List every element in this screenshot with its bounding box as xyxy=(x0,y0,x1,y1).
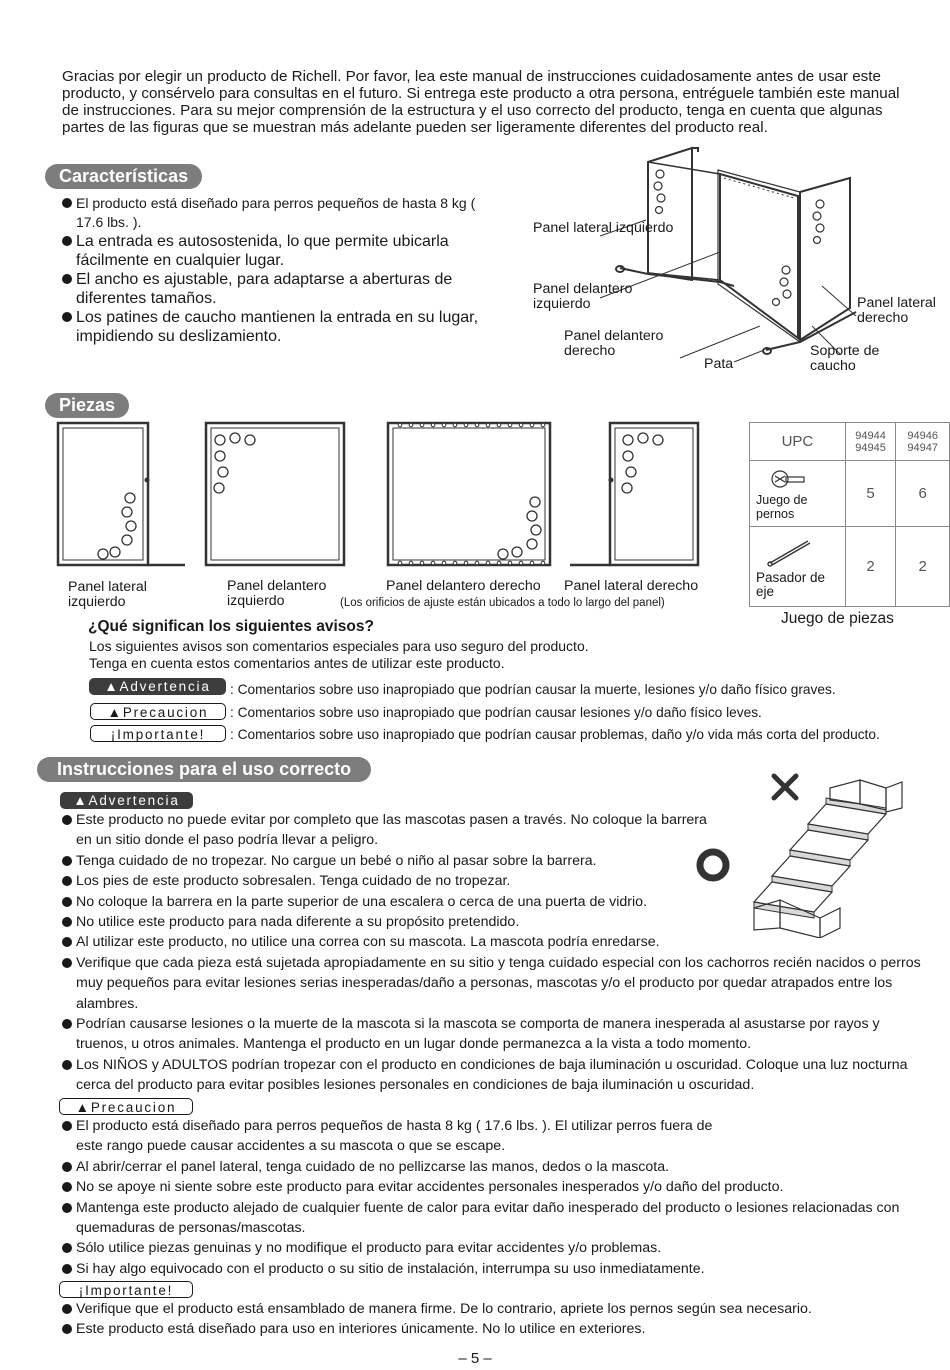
caution-triangle-icon: ▲ xyxy=(107,705,123,720)
warning-item: Los NIÑOS y ADULTOS podrían tropezar con el producto en condiciones de baja iluminación u oscuridad. Coloque una luz nocturna cerca del producto para evitar posibles lesiones personales en condiciones de baja iluminación u oscuridad. xyxy=(62,1055,922,1096)
upc-label: UPC xyxy=(750,423,846,461)
notices-line-1: Los siguientes avisos son comentarios especiales para uso seguro del producto. xyxy=(89,638,589,654)
legend-caution-badge: ▲Precaucion xyxy=(90,703,226,720)
axle-pin-cell xyxy=(750,527,846,607)
important-list xyxy=(62,1299,922,1340)
caution-item: No se apoye ni siente sobre este producto para evitar accidentes personales inesperados y/o daño del producto. xyxy=(62,1177,922,1197)
warning-item: Tenga cuidado de no tropezar. No cargue un bebé o niño al pasar sobre la barrera. xyxy=(62,851,922,871)
upc-column-2: 94946 94947 xyxy=(896,423,950,461)
label-rubber-support: Soporte de caucho xyxy=(810,343,880,374)
label-right-side-panel: Panel lateral derecho xyxy=(857,295,936,326)
bolt-qty-2: 6 xyxy=(896,461,950,527)
feature-item: El ancho es ajustable, para adaptarse a aberturas de diferentes tamaños. xyxy=(62,270,482,308)
caution-item: Mantenga este producto alejado de cualquier fuente de calor para evitar daño inesperado del producto o lesiones relacionadas con quemaduras de personas/mascotas. xyxy=(62,1198,922,1239)
feature-item: La entrada es autosostenida, lo que permite ubicarla fácilmente en cualquier lugar. xyxy=(62,232,482,270)
label-right-front-panel: Panel delantero derecho xyxy=(564,328,664,359)
axle-qty-2: 2 xyxy=(896,527,950,607)
legend-important-desc: : Comentarios sobre uso inapropiado que podrían causar problemas, daño y/o vida más corta del producto. xyxy=(230,727,880,742)
warning-item: Al utilizar este producto, no utilice una correa con su mascota. La mascota podría enredarse. xyxy=(62,932,922,952)
parts-set-caption: Juego de piezas xyxy=(781,610,894,627)
legend-important-badge: ¡Importante! xyxy=(90,725,226,742)
label-left-front-panel: Panel delantero izquierdo xyxy=(533,281,633,312)
instructions-important-badge: ¡Importante! xyxy=(59,1281,193,1298)
important-item: Verifique que el producto está ensamblado de manera firme. De lo contrario, apriete los pernos según sea necesario. xyxy=(62,1299,922,1319)
parts-illustration xyxy=(55,420,715,580)
intro-paragraph: Gracias por elegir un producto de Richell. Por favor, lea este manual de instrucciones cuidadosamente antes de usar este producto, y consérvelo para consultas en el futuro. Si entrega este producto a otra persona, entréguele también este manual de instrucciones. Para su mejor comprensión de la estructura y el uso correcto del producto, tenga en cuenta que algunas partes de las figuras que se muestran más adelante pueden ser ligeramente diferentes del producto real. xyxy=(62,68,900,136)
bolt-set-label: Juego de pernos xyxy=(756,493,808,521)
warning-item: Podrían causarse lesiones o la muerte de la mascota si la mascota se comporta de manera inesperada al asustarse por rayos y truenos, u otros animales. Mantenga el producto en un lugar donde permanezca a la vista a todo momento. xyxy=(62,1014,922,1055)
axle-pin-icon xyxy=(764,537,814,567)
section-title-instructions: Instrucciones para el uso correcto xyxy=(37,757,371,782)
caution-item: Sólo utilice piezas genuinas y no modifique el producto para evitar accidentes y/o problemas. xyxy=(62,1238,922,1258)
instructions-warning-badge: ▲Advertencia xyxy=(60,792,193,809)
part-label-right-front-panel: Panel delantero derecho xyxy=(386,578,541,594)
caution-item: Al abrir/cerrar el panel lateral, tenga cuidado de no pellizcarse las manos, dedos o la mascota. xyxy=(62,1157,922,1177)
section-title-parts: Piezas xyxy=(45,393,129,418)
warning-item: No coloque la barrera en la parte superior de una escalera o cerca de una puerta de vidrio. xyxy=(62,892,922,912)
notices-heading: ¿Qué significan los siguientes avisos? xyxy=(88,618,374,635)
legend-warning-desc: : Comentarios sobre uso inapropiado que podrían causar la muerte, lesiones y/o daño físico graves. xyxy=(230,682,836,697)
legend-warning-badge: ▲Advertencia xyxy=(89,678,226,695)
warning-item: No utilice este producto para nada diferente a su propósito pretendido. xyxy=(62,912,922,932)
label-leg: Pata xyxy=(704,356,734,372)
warning-item: Este producto no puede evitar por completo que las mascotas pasen a través. No coloque la barrera en un sitio donde el paso podría llevar a peligro. xyxy=(62,810,716,851)
upc-column-1: 94944 94945 xyxy=(845,423,895,461)
feature-item: El producto está diseñado para perros pequeños de hasta 8 kg ( 17.6 lbs. ). xyxy=(62,194,482,232)
warning-list xyxy=(62,810,922,1096)
caution-item: El producto está diseñado para perros pequeños de hasta 8 kg ( 17.6 lbs. ). El utilizar perros fuera de este rango puede causar accidentes a su mascota o que se escape. xyxy=(62,1116,736,1157)
parts-set-table xyxy=(749,422,950,607)
part-label-left-front-panel: Panel delantero izquierdo xyxy=(227,578,327,609)
feature-item: Los patines de caucho mantienen la entrada en su lugar, impidiendo su deslizamiento. xyxy=(62,308,482,346)
warning-item: Verifique que cada pieza está sujetada apropiadamente en su sitio y tenga cuidado especial con los cachorros recién nacidos o perros muy pequeños para evitar lesiones serias inesperadas/daño a personas, mascotas y/o el producto por quedar atrapados entre los alambres. xyxy=(62,953,922,1014)
section-title-features: Características xyxy=(45,164,202,189)
warning-triangle-icon: ▲ xyxy=(73,793,89,808)
holes-note: (Los orificios de ajuste están ubicados a todo lo largo del panel) xyxy=(340,597,665,609)
warning-triangle-icon: ▲ xyxy=(104,679,120,694)
bolt-set-cell xyxy=(750,461,846,527)
instructions-caution-badge: ▲Precaucion xyxy=(59,1098,193,1115)
part-label-right-side-panel: Panel lateral derecho xyxy=(564,578,699,594)
caution-list xyxy=(62,1116,922,1279)
part-label-left-side-panel: Panel lateral izquierdo xyxy=(68,579,147,610)
cross-mark-icon xyxy=(774,776,796,798)
axle-pin-label: Pasador de eje xyxy=(756,570,826,599)
notices-line-2: Tenga en cuenta estos comentarios antes de utilizar este producto. xyxy=(89,655,505,671)
axle-qty-1: 2 xyxy=(845,527,895,607)
caution-item: Si hay algo equivocado con el producto o su sitio de instalación, interrumpa su uso inmediatamente. xyxy=(62,1259,922,1279)
page-number: – 5 – xyxy=(458,1350,492,1367)
important-item: Este producto está diseñado para uso en interiores únicamente. No lo utilice en exteriores. xyxy=(62,1319,922,1339)
warning-item: Los pies de este producto sobresalen. Tenga cuidado de no tropezar. xyxy=(62,871,922,891)
bolt-qty-1: 5 xyxy=(845,461,895,527)
caution-triangle-icon: ▲ xyxy=(75,1100,91,1115)
legend-caution-desc: : Comentarios sobre uso inapropiado que podrían causar lesiones y/o daño físico leves. xyxy=(230,705,762,720)
features-list xyxy=(62,194,482,346)
label-left-side-panel: Panel lateral izquierdo xyxy=(533,220,674,236)
